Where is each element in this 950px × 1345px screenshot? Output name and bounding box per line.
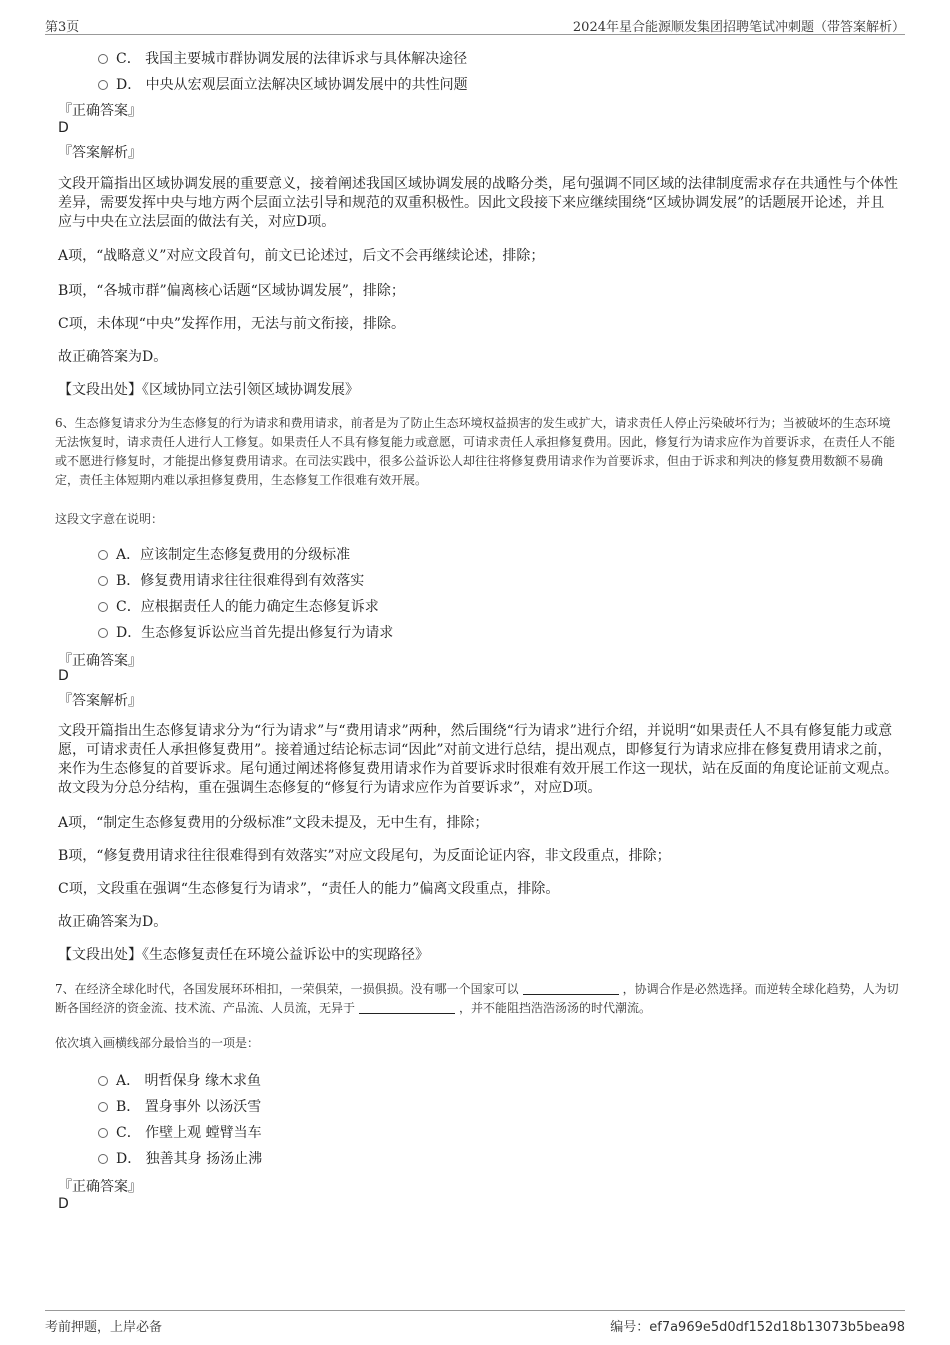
document-title: 2024年星合能源顺发集团招聘笔试冲刺题（带答案解析） (572, 20, 905, 35)
page-header (45, 16, 905, 35)
q6-answer-label: 『正确答案』 (58, 653, 142, 669)
q6-analysis: 文段开篇指出生态修复请求分为“行为请求”与“费用请求”两种，然后围绕“行为请求”进行介绍，并说明“如果责任人不具有修复能力或意愿，可请求责任人承担修复费用”。接着通过结论标志词“因此”对前文进行总结，提出观点，即修复行为请求应排在修复费用请求之前，来作为生态修复的首要诉求。尾句通过阐述将修复费用请求作为首要诉求时很难有效开展工作这一现状，站在反面的角度论证前文观点。故文段为分总分结构，重在强调生态修复的“修复行为请求应作为首要诉求”，对应D项。 (58, 723, 898, 796)
radio-icon[interactable] (98, 54, 108, 64)
q7-option-c[interactable]: C． 作壁上观 螳臂当车 (98, 1122, 262, 1142)
page-footer (45, 1310, 905, 1333)
q6-analysis-label: 『答案解析』 (58, 693, 142, 709)
q7-question: 7、在经济全球化时代，各国发展环环相扣，一荣俱荣，一损俱损。没有哪一个国家可以 ，协调合作是必然选择。而逆转全球化趋势，人为切断各国经济的资金流、技术流、产品流、人员流，无异于 ，并不能阻挡浩浩汤汤的时代潮流。 (55, 982, 899, 1015)
q5-option-c-analysis: C项，未体现“中央”发挥作用，无法与前文衔接，排除。 (58, 316, 406, 332)
q6-question: 6、生态修复请求分为生态修复的行为请求和费用请求，前者是为了防止生态环境权益损害的发生或扩大，请求责任人停止污染破坏行为；当被破坏的生态环境无法恢复时，请求责任人进行人工修复。如果责任人不具有修复能力或意愿，可请求责任人承担修复费用。因此，修复行为请求应作为首要诉求，在责任人不能或不愿进行修复时，才能提出修复费用请求。在司法实践中，很多公益诉讼人却往往将修复费用请求作为首要诉求，但由于诉求和判决的修复费用数额不易确定，责任主体短期内难以承担修复费用，生态修复工作很难有效开展。 (55, 416, 896, 487)
fill-blank-1 (523, 982, 619, 995)
radio-icon[interactable] (98, 1076, 108, 1086)
q5-answer: D (58, 120, 69, 136)
radio-icon[interactable] (98, 80, 108, 90)
footer-slogan: 考前押题，上岸必备 (45, 1320, 163, 1335)
q6-prompt: 这段文字意在说明： (55, 512, 164, 526)
radio-icon[interactable] (98, 602, 108, 612)
q5-analysis: 文段开篇指出区域协调发展的重要意义，接着阐述我国区域协调发展的战略分类，尾句强调不同区域的法律制度需求存在共通性与个体性差异，需要发挥中央与地方两个层面立法引导和规范的双重积极性。因此文段接下来应继续围绕“区域协调发展”的话题展开论述，并且应与中央在立法层面的做法有关，对应D项。 (58, 176, 898, 230)
q7-answer-label: 『正确答案』 (58, 1179, 142, 1195)
q5-option-c[interactable]: C． 我国主要城市群协调发展的法律诉求与具体解决途径 (98, 48, 467, 68)
radio-icon[interactable] (98, 550, 108, 560)
q6-option-a[interactable]: A．应该制定生态修复费用的分级标准 (98, 544, 350, 564)
q6-option-c-analysis: C项，文段重在强调“生态修复行为请求”，“责任人的能力”偏离文段重点，排除。 (58, 881, 560, 897)
q7-option-d[interactable]: D． 独善其身 扬汤止沸 (98, 1148, 262, 1168)
q6-source: 【文段出处】《生态修复责任在环境公益诉讼中的实现路径》 (58, 947, 429, 963)
radio-icon[interactable] (98, 628, 108, 638)
q5-source: 【文段出处】《区域协同立法引领区域协调发展》 (58, 382, 359, 398)
q7-answer: D (58, 1196, 69, 1212)
q6-answer: D (58, 668, 69, 684)
radio-icon[interactable] (98, 1102, 108, 1112)
q5-option-a-analysis: A项，“战略意义”对应文段首句，前文已论述过，后文不会再继续论述，排除； (58, 248, 545, 264)
q6-option-b[interactable]: B．修复费用请求往往很难得到有效落实 (98, 570, 364, 590)
q5-analysis-label: 『答案解析』 (58, 145, 142, 161)
q7-prompt: 依次填入画横线部分最恰当的一项是： (55, 1036, 260, 1050)
fill-blank-2 (359, 1001, 455, 1014)
radio-icon[interactable] (98, 1128, 108, 1138)
document-code: 编号：ef7a969e5d0df152d18b13073b5bea98 (610, 1320, 905, 1335)
page-number: 第3页 (45, 20, 80, 35)
q6-option-c[interactable]: C．应根据责任人的能力确定生态修复诉求 (98, 596, 379, 616)
q5-option-d[interactable]: D． 中央从宏观层面立法解决区域协调发展中的共性问题 (98, 74, 468, 94)
radio-icon[interactable] (98, 576, 108, 586)
q5-conclusion: 故正确答案为D。 (58, 349, 168, 365)
q6-option-d[interactable]: D．生态修复诉讼应当首先提出修复行为请求 (98, 622, 393, 642)
q7-option-b[interactable]: B． 置身事外 以汤沃雪 (98, 1096, 261, 1116)
q6-conclusion: 故正确答案为D。 (58, 914, 168, 930)
q6-option-a-analysis: A项，“制定生态修复费用的分级标准”文段未提及，无中生有，排除； (58, 815, 489, 831)
q6-option-b-analysis: B项，“修复费用请求往往很难得到有效落实”对应文段尾句，为反面论证内容，非文段重点，排除； (58, 848, 671, 864)
q5-option-b-analysis: B项，“各城市群”偏离核心话题“区域协调发展”，排除； (58, 283, 405, 299)
radio-icon[interactable] (98, 1154, 108, 1164)
q5-answer-label: 『正确答案』 (58, 103, 142, 119)
q7-option-a[interactable]: A． 明哲保身 缘木求鱼 (98, 1070, 261, 1090)
